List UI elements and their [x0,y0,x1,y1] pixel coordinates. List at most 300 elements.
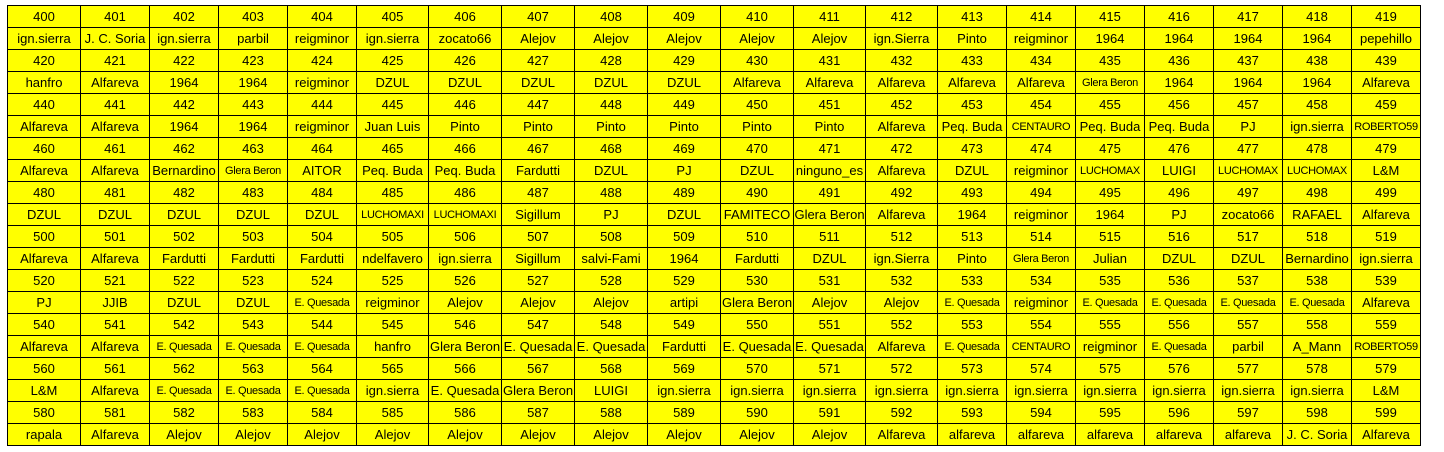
name-cell[interactable]: CENTAURO [1007,336,1076,358]
number-cell[interactable]: 579 [1352,358,1421,380]
name-cell[interactable]: Alejov [429,424,502,446]
number-cell[interactable]: 449 [648,94,721,116]
number-cell[interactable]: 517 [1214,226,1283,248]
name-cell[interactable]: E. Quesada [1145,336,1214,358]
name-cell[interactable]: 1964 [1214,72,1283,94]
name-cell[interactable]: Glera Beron [721,292,794,314]
number-cell[interactable]: 514 [1007,226,1076,248]
name-cell[interactable]: Alfareva [81,424,150,446]
name-cell[interactable]: ign.Sierra [866,248,938,270]
name-cell[interactable]: rapala [8,424,81,446]
number-cell[interactable]: 473 [938,138,1007,160]
number-cell[interactable]: 500 [8,226,81,248]
name-cell[interactable]: Pinto [575,116,648,138]
number-cell[interactable]: 466 [429,138,502,160]
name-cell[interactable]: zocato66 [429,28,502,50]
name-cell[interactable]: Glera Beron [429,336,502,358]
number-cell[interactable]: 516 [1145,226,1214,248]
name-cell[interactable]: E. Quesada [219,380,288,402]
number-cell[interactable]: 426 [429,50,502,72]
number-cell[interactable]: 537 [1214,270,1283,292]
number-cell[interactable]: 438 [1283,50,1352,72]
name-cell[interactable]: ign.sierra [429,248,502,270]
number-cell[interactable]: 554 [1007,314,1076,336]
number-cell[interactable]: 574 [1007,358,1076,380]
name-cell[interactable]: Pinto [721,116,794,138]
name-cell[interactable]: DZUL [575,72,648,94]
number-cell[interactable]: 493 [938,182,1007,204]
number-cell[interactable]: 542 [150,314,219,336]
number-cell[interactable]: 570 [721,358,794,380]
number-cell[interactable]: 461 [81,138,150,160]
number-cell[interactable]: 437 [1214,50,1283,72]
number-cell[interactable]: 413 [938,6,1007,28]
number-cell[interactable]: 406 [429,6,502,28]
number-cell[interactable]: 544 [288,314,357,336]
number-cell[interactable]: 502 [150,226,219,248]
number-cell[interactable]: 400 [8,6,81,28]
name-cell[interactable]: L&M [1352,380,1421,402]
number-cell[interactable]: 443 [219,94,288,116]
number-cell[interactable]: 418 [1283,6,1352,28]
number-cell[interactable]: 468 [575,138,648,160]
name-cell[interactable]: Bernardino [150,160,219,182]
number-cell[interactable]: 546 [429,314,502,336]
number-cell[interactable]: 415 [1076,6,1145,28]
name-cell[interactable]: reigminor [1007,28,1076,50]
number-cell[interactable]: 483 [219,182,288,204]
number-cell[interactable]: 515 [1076,226,1145,248]
number-cell[interactable]: 506 [429,226,502,248]
name-cell[interactable]: ign.sierra [150,28,219,50]
number-cell[interactable]: 507 [502,226,575,248]
number-cell[interactable]: 540 [8,314,81,336]
number-cell[interactable]: 448 [575,94,648,116]
name-cell[interactable]: DZUL [575,160,648,182]
name-cell[interactable]: Glera Beron [219,160,288,182]
name-cell[interactable]: Alejov [648,424,721,446]
number-cell[interactable]: 476 [1145,138,1214,160]
name-cell[interactable]: alfareva [1145,424,1214,446]
name-cell[interactable]: Alejov [502,292,575,314]
number-cell[interactable]: 487 [502,182,575,204]
name-cell[interactable]: ign.sierra [357,28,429,50]
number-cell[interactable]: 434 [1007,50,1076,72]
number-cell[interactable]: 423 [219,50,288,72]
name-cell[interactable]: Fardutti [502,160,575,182]
name-cell[interactable]: ign.sierra [721,380,794,402]
number-cell[interactable]: 571 [794,358,866,380]
name-cell[interactable]: E. Quesada [1145,292,1214,314]
number-cell[interactable]: 480 [8,182,81,204]
number-cell[interactable]: 452 [866,94,938,116]
name-cell[interactable]: E. Quesada [938,292,1007,314]
name-cell[interactable]: ign.Sierra [866,28,938,50]
name-cell[interactable]: parbil [1214,336,1283,358]
name-cell[interactable]: hanfro [357,336,429,358]
number-cell[interactable]: 402 [150,6,219,28]
number-cell[interactable]: 479 [1352,138,1421,160]
name-cell[interactable]: AITOR [288,160,357,182]
name-cell[interactable]: Alfareva [721,72,794,94]
number-cell[interactable]: 499 [1352,182,1421,204]
name-cell[interactable]: ign.sierra [1076,380,1145,402]
name-cell[interactable]: Alejov [150,424,219,446]
name-cell[interactable]: Pinto [648,116,721,138]
number-cell[interactable]: 575 [1076,358,1145,380]
number-cell[interactable]: 450 [721,94,794,116]
number-cell[interactable]: 564 [288,358,357,380]
name-cell[interactable]: Julian [1076,248,1145,270]
number-cell[interactable]: 565 [357,358,429,380]
name-cell[interactable]: E. Quesada [150,336,219,358]
name-cell[interactable]: 1964 [1145,28,1214,50]
name-cell[interactable]: ign.sierra [1283,116,1352,138]
number-cell[interactable]: 548 [575,314,648,336]
name-cell[interactable]: artipi [648,292,721,314]
name-cell[interactable]: E. Quesada [219,336,288,358]
name-cell[interactable]: DZUL [150,292,219,314]
name-cell[interactable]: reigminor [1076,336,1145,358]
name-cell[interactable]: reigminor [288,72,357,94]
name-cell[interactable]: Alfareva [8,116,81,138]
name-cell[interactable]: pepehillo [1352,28,1421,50]
number-cell[interactable]: 597 [1214,402,1283,424]
number-cell[interactable]: 488 [575,182,648,204]
number-cell[interactable]: 545 [357,314,429,336]
name-cell[interactable]: Alejov [575,292,648,314]
number-cell[interactable]: 420 [8,50,81,72]
name-cell[interactable]: ndelfavero [357,248,429,270]
name-cell[interactable]: reigminor [288,116,357,138]
number-cell[interactable]: 541 [81,314,150,336]
number-cell[interactable]: 530 [721,270,794,292]
name-cell[interactable]: DZUL [648,72,721,94]
name-cell[interactable]: Fardutti [648,336,721,358]
number-cell[interactable]: 416 [1145,6,1214,28]
number-cell[interactable]: 462 [150,138,219,160]
name-cell[interactable]: J. C. Soria [1283,424,1352,446]
name-cell[interactable]: 1964 [150,72,219,94]
name-cell[interactable]: LUCHOMAX [1076,160,1145,182]
name-cell[interactable]: Pinto [794,116,866,138]
number-cell[interactable]: 463 [219,138,288,160]
name-cell[interactable]: Fardutti [721,248,794,270]
name-cell[interactable]: Alfareva [1352,72,1421,94]
number-cell[interactable]: 580 [8,402,81,424]
name-cell[interactable]: Alejov [648,28,721,50]
name-cell[interactable]: Glera Beron [794,204,866,226]
number-cell[interactable]: 459 [1352,94,1421,116]
name-cell[interactable]: Alfareva [81,248,150,270]
name-cell[interactable]: ign.sierra [8,28,81,50]
number-cell[interactable]: 551 [794,314,866,336]
number-cell[interactable]: 591 [794,402,866,424]
name-cell[interactable]: PJ [575,204,648,226]
number-cell[interactable]: 513 [938,226,1007,248]
name-cell[interactable]: alfareva [1007,424,1076,446]
name-cell[interactable]: Alejov [357,424,429,446]
name-cell[interactable]: DZUL [1145,248,1214,270]
name-cell[interactable]: J. C. Soria [81,28,150,50]
number-cell[interactable]: 578 [1283,358,1352,380]
name-cell[interactable]: ign.sierra [1214,380,1283,402]
name-cell[interactable]: Juan Luis [357,116,429,138]
number-cell[interactable]: 518 [1283,226,1352,248]
name-cell[interactable]: ign.sierra [866,380,938,402]
number-cell[interactable]: 464 [288,138,357,160]
name-cell[interactable]: Glera Beron [502,380,575,402]
name-cell[interactable]: ign.sierra [1007,380,1076,402]
name-cell[interactable]: ninguno_es [794,160,866,182]
number-cell[interactable]: 528 [575,270,648,292]
name-cell[interactable]: PJ [1214,116,1283,138]
name-cell[interactable]: 1964 [219,72,288,94]
number-cell[interactable]: 439 [1352,50,1421,72]
number-cell[interactable]: 478 [1283,138,1352,160]
number-cell[interactable]: 490 [721,182,794,204]
number-cell[interactable]: 401 [81,6,150,28]
name-cell[interactable]: ign.sierra [1352,248,1421,270]
number-cell[interactable]: 582 [150,402,219,424]
name-cell[interactable]: Peq. Buda [938,116,1007,138]
number-cell[interactable]: 523 [219,270,288,292]
name-cell[interactable]: 1964 [150,116,219,138]
name-cell[interactable]: Peq. Buda [1145,116,1214,138]
number-cell[interactable]: 532 [866,270,938,292]
name-cell[interactable]: 1964 [648,248,721,270]
name-cell[interactable]: LUCHOMAX [1214,160,1283,182]
name-cell[interactable]: zocato66 [1214,204,1283,226]
number-cell[interactable]: 586 [429,402,502,424]
number-cell[interactable]: 431 [794,50,866,72]
name-cell[interactable]: DZUL [502,72,575,94]
name-cell[interactable]: L&M [1352,160,1421,182]
number-cell[interactable]: 593 [938,402,1007,424]
number-cell[interactable]: 491 [794,182,866,204]
number-cell[interactable]: 453 [938,94,1007,116]
number-cell[interactable]: 504 [288,226,357,248]
name-cell[interactable]: E. Quesada [150,380,219,402]
name-cell[interactable]: 1964 [1283,72,1352,94]
number-cell[interactable]: 447 [502,94,575,116]
name-cell[interactable]: alfareva [1076,424,1145,446]
number-cell[interactable]: 594 [1007,402,1076,424]
number-cell[interactable]: 432 [866,50,938,72]
name-cell[interactable]: Alejov [575,424,648,446]
name-cell[interactable]: reigminor [288,28,357,50]
name-cell[interactable]: JJIB [81,292,150,314]
name-cell[interactable]: RAFAEL [1283,204,1352,226]
name-cell[interactable]: Alfareva [866,116,938,138]
name-cell[interactable]: Bernardino [1283,248,1352,270]
name-cell[interactable]: parbil [219,28,288,50]
number-cell[interactable]: 529 [648,270,721,292]
name-cell[interactable]: Pinto [938,28,1007,50]
name-cell[interactable]: Alejov [794,292,866,314]
name-cell[interactable]: E. Quesada [502,336,575,358]
name-cell[interactable]: E. Quesada [288,380,357,402]
name-cell[interactable]: Alfareva [8,248,81,270]
name-cell[interactable]: Alejov [721,424,794,446]
number-cell[interactable]: 407 [502,6,575,28]
number-cell[interactable]: 503 [219,226,288,248]
number-cell[interactable]: 497 [1214,182,1283,204]
name-cell[interactable]: reigminor [1007,292,1076,314]
number-cell[interactable]: 410 [721,6,794,28]
number-cell[interactable]: 427 [502,50,575,72]
name-cell[interactable]: DZUL [219,292,288,314]
name-cell[interactable]: Alfareva [938,72,1007,94]
name-cell[interactable]: 1964 [219,116,288,138]
number-cell[interactable]: 428 [575,50,648,72]
name-cell[interactable]: Alejov [794,28,866,50]
number-cell[interactable]: 547 [502,314,575,336]
name-cell[interactable]: 1964 [1214,28,1283,50]
name-cell[interactable]: LUIGI [575,380,648,402]
name-cell[interactable]: ign.sierra [357,380,429,402]
name-cell[interactable]: E. Quesada [938,336,1007,358]
name-cell[interactable]: Sigillum [502,204,575,226]
name-cell[interactable]: Alfareva [866,336,938,358]
number-cell[interactable]: 489 [648,182,721,204]
number-cell[interactable]: 561 [81,358,150,380]
name-cell[interactable]: Alejov [794,424,866,446]
number-cell[interactable]: 577 [1214,358,1283,380]
name-cell[interactable]: E. Quesada [1283,292,1352,314]
number-cell[interactable]: 481 [81,182,150,204]
number-cell[interactable]: 510 [721,226,794,248]
name-cell[interactable]: Peq. Buda [357,160,429,182]
number-cell[interactable]: 441 [81,94,150,116]
number-cell[interactable]: 419 [1352,6,1421,28]
number-cell[interactable]: 421 [81,50,150,72]
number-cell[interactable]: 424 [288,50,357,72]
number-cell[interactable]: 576 [1145,358,1214,380]
number-cell[interactable]: 560 [8,358,81,380]
name-cell[interactable]: E. Quesada [794,336,866,358]
number-cell[interactable]: 527 [502,270,575,292]
name-cell[interactable]: DZUL [429,72,502,94]
name-cell[interactable]: Alfareva [1352,292,1421,314]
name-cell[interactable]: Alfareva [8,160,81,182]
number-cell[interactable]: 414 [1007,6,1076,28]
name-cell[interactable]: DZUL [794,248,866,270]
number-cell[interactable]: 485 [357,182,429,204]
name-cell[interactable]: Alejov [502,424,575,446]
name-cell[interactable]: DZUL [219,204,288,226]
number-cell[interactable]: 522 [150,270,219,292]
name-cell[interactable]: Pinto [502,116,575,138]
name-cell[interactable]: CENTAURO [1007,116,1076,138]
number-cell[interactable]: 558 [1283,314,1352,336]
name-cell[interactable]: ign.sierra [1145,380,1214,402]
name-cell[interactable]: 1964 [938,204,1007,226]
number-cell[interactable]: 596 [1145,402,1214,424]
name-cell[interactable]: DZUL [938,160,1007,182]
number-cell[interactable]: 477 [1214,138,1283,160]
name-cell[interactable]: Alejov [575,28,648,50]
number-cell[interactable]: 430 [721,50,794,72]
number-cell[interactable]: 469 [648,138,721,160]
name-cell[interactable]: Pinto [938,248,1007,270]
name-cell[interactable]: PJ [1145,204,1214,226]
name-cell[interactable]: reigminor [1007,160,1076,182]
name-cell[interactable]: salvi-Fami [575,248,648,270]
name-cell[interactable]: Sigillum [502,248,575,270]
number-cell[interactable]: 536 [1145,270,1214,292]
number-cell[interactable]: 557 [1214,314,1283,336]
number-cell[interactable]: 589 [648,402,721,424]
number-cell[interactable]: 412 [866,6,938,28]
number-cell[interactable]: 552 [866,314,938,336]
number-cell[interactable]: 562 [150,358,219,380]
number-cell[interactable]: 408 [575,6,648,28]
number-cell[interactable]: 422 [150,50,219,72]
name-cell[interactable]: 1964 [1283,28,1352,50]
number-cell[interactable]: 566 [429,358,502,380]
number-cell[interactable]: 494 [1007,182,1076,204]
name-cell[interactable]: Alejov [721,28,794,50]
number-cell[interactable]: 425 [357,50,429,72]
number-cell[interactable]: 572 [866,358,938,380]
name-cell[interactable]: E. Quesada [1076,292,1145,314]
name-cell[interactable]: alfareva [938,424,1007,446]
name-cell[interactable]: Alejov [219,424,288,446]
name-cell[interactable]: Alejov [429,292,502,314]
number-cell[interactable]: 595 [1076,402,1145,424]
number-cell[interactable]: 445 [357,94,429,116]
number-cell[interactable]: 470 [721,138,794,160]
name-cell[interactable]: A_Mann [1283,336,1352,358]
name-cell[interactable]: DZUL [150,204,219,226]
name-cell[interactable]: Alfareva [81,380,150,402]
name-cell[interactable]: LUIGI [1145,160,1214,182]
number-cell[interactable]: 509 [648,226,721,248]
number-cell[interactable]: 538 [1283,270,1352,292]
name-cell[interactable]: Alfareva [1352,424,1421,446]
name-cell[interactable]: hanfro [8,72,81,94]
name-cell[interactable]: DZUL [357,72,429,94]
name-cell[interactable]: ign.sierra [648,380,721,402]
number-cell[interactable]: 492 [866,182,938,204]
number-cell[interactable]: 460 [8,138,81,160]
number-cell[interactable]: 508 [575,226,648,248]
number-cell[interactable]: 417 [1214,6,1283,28]
name-cell[interactable]: DZUL [81,204,150,226]
name-cell[interactable]: Fardutti [288,248,357,270]
name-cell[interactable]: L&M [8,380,81,402]
number-cell[interactable]: 474 [1007,138,1076,160]
number-cell[interactable]: 568 [575,358,648,380]
number-cell[interactable]: 539 [1352,270,1421,292]
number-cell[interactable]: 451 [794,94,866,116]
number-cell[interactable]: 482 [150,182,219,204]
number-cell[interactable]: 465 [357,138,429,160]
number-cell[interactable]: 567 [502,358,575,380]
name-cell[interactable]: Alejov [288,424,357,446]
number-cell[interactable]: 505 [357,226,429,248]
number-cell[interactable]: 429 [648,50,721,72]
number-cell[interactable]: 440 [8,94,81,116]
number-cell[interactable]: 454 [1007,94,1076,116]
number-cell[interactable]: 553 [938,314,1007,336]
name-cell[interactable]: Glera Beron [1007,248,1076,270]
name-cell[interactable]: E. Quesada [288,336,357,358]
name-cell[interactable]: E. Quesada [288,292,357,314]
name-cell[interactable]: DZUL [288,204,357,226]
number-cell[interactable]: 456 [1145,94,1214,116]
